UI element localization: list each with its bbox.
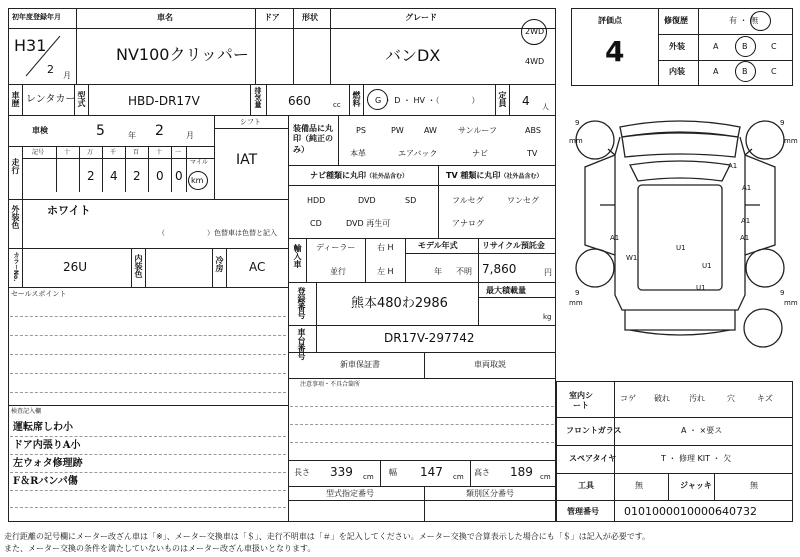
equip-pw: PW [391, 126, 404, 135]
tv-analog: アナログ [452, 219, 484, 228]
equip-aw: AW [424, 126, 437, 135]
fuel-options: G ・ D ・ HV ・（ ） [375, 96, 480, 105]
interior-score-label: 内装 [669, 67, 685, 76]
spare-tire-label: スペアタイヤ [569, 454, 617, 463]
grade-label: グレード [405, 13, 437, 22]
shift-value: IAT [236, 152, 258, 168]
diagram-mark: A1 [740, 234, 750, 242]
import-right-h: 右 H [377, 243, 394, 252]
warranty-label: 新車保証書 [340, 360, 380, 369]
category-label: 類別区分番号 [466, 489, 514, 498]
fuel-selected-circle [367, 89, 388, 110]
shift-label: シフト [240, 118, 261, 126]
length-unit: cm [363, 473, 374, 481]
mileage-col-1k: 千 [110, 149, 117, 156]
capacity-value: 4 [522, 94, 530, 108]
repair-selected-circle [750, 11, 771, 31]
door-label: ドア [264, 13, 280, 22]
diagram-mark: A1 [742, 184, 752, 192]
equip-sunroof: サンルーフ [458, 126, 497, 135]
recycle-label: リサイクル預託金 [482, 241, 545, 250]
exterior-color-label: 外装色 [11, 205, 20, 229]
jack-value: 無 [750, 481, 758, 490]
interior-sheet-item: コゲ [620, 394, 636, 403]
notes-label: 注意事項・不具合箇所 [300, 381, 361, 388]
width-label: 幅 [389, 468, 397, 477]
drive-2wd-label: 2WD [525, 27, 545, 36]
spare-tire-options: T ・ 修理 KIT ・ 欠 [661, 454, 732, 463]
mileage-unit-km: km [191, 176, 204, 185]
interior-sheet-label: 室内シート [569, 391, 593, 410]
diagram-mm-number: 9 [780, 119, 785, 127]
diagram-mark: W1 [626, 254, 638, 262]
color-no-label: カラーNo. [12, 252, 19, 282]
interior-sheet-item: キズ [757, 394, 773, 403]
inspection-month-unit: 月 [186, 131, 194, 140]
diagram-mm-number: 9 [575, 119, 580, 127]
equip-navi: ナビ [472, 149, 488, 158]
mileage-col-10: 十 [156, 149, 163, 156]
era-year-value: H31 [14, 36, 47, 55]
capacity-unit: 人 [542, 103, 549, 111]
diagram-mm-number: 9 [780, 289, 785, 297]
exterior-option-c: C [771, 42, 777, 51]
interior-option-c: C [771, 67, 777, 76]
inspection-month: 2 [155, 123, 164, 139]
interior-option-a: A [713, 67, 719, 76]
tools-value: 無 [635, 481, 643, 490]
first-reg-month-value: 2 [47, 63, 54, 76]
car-damage-diagram [560, 95, 800, 380]
equip-leather: 本革 [350, 149, 366, 158]
grade-value: バンDX [385, 46, 441, 65]
mileage-digit-100: 2 [133, 169, 141, 183]
navi-hdd: HDD [307, 196, 326, 205]
mileage-col-1: 一 [175, 149, 182, 156]
interior-selected-circle [735, 61, 756, 82]
ac-label: 冷房 [215, 256, 224, 272]
inspector-note-line: 左ウォタ修理跡 [13, 458, 83, 469]
sales-point-label: セールスポイント [11, 290, 67, 298]
mileage-col-10k: 万 [87, 149, 94, 156]
inspector-notes-label: 検査記入欄 [11, 408, 42, 415]
interior-color-label: 内装色 [134, 254, 143, 278]
inspector-note-line: F＆Rバンパ傷 [13, 476, 78, 487]
import-dealer: ディーラー [316, 243, 356, 252]
equip-airbag: エアバック [398, 149, 438, 158]
recycle-value: 7,860 [482, 262, 517, 276]
height-value: 189 [510, 465, 533, 479]
height-label: 高さ [474, 468, 490, 477]
fuel-label: 燃料 [352, 91, 361, 107]
diagram-mark: A1 [728, 162, 738, 170]
displacement-label: 排気量 [254, 87, 262, 108]
length-label: 長さ [294, 468, 310, 477]
tools-label: 工具 [578, 481, 594, 490]
first-reg-label: 初年度登録年月 [12, 13, 61, 21]
navi-dvd: DVD [358, 196, 376, 205]
first-reg-month-unit: 月 [63, 71, 71, 80]
navi-label: ナビ種類に丸印（社外品含む） [310, 171, 409, 180]
model-year-unit: 年 [434, 267, 442, 276]
chassis-value: DR17V-297742 [384, 331, 475, 345]
drive-4wd-label: 4WD [525, 57, 545, 66]
inspection-year: 5 [96, 123, 105, 139]
model-value: HBD-DR17V [128, 94, 200, 108]
interior-sheet-item: 穴 [727, 394, 735, 403]
diagram-mm-unit: mm [569, 137, 583, 145]
exterior-color-note: （ ）色替車は色替と記入 [158, 229, 277, 237]
registration-label: 登録番号 [297, 287, 306, 319]
car-name-label: 車名 [157, 13, 173, 22]
windshield-options: A ・ ×要ス [681, 426, 723, 435]
jack-label: ジャッキ [680, 481, 712, 490]
exterior-selected-circle [735, 36, 756, 57]
diagram-mark: A1 [741, 217, 751, 225]
mileage-col-symbol: 記号 [32, 149, 45, 156]
tv-label: TV 種類に丸印（社外品含む） [446, 171, 543, 180]
chassis-label: 車台番号 [297, 328, 306, 360]
recycle-unit: 円 [544, 268, 552, 277]
repair-label: 修復歴 [664, 16, 688, 25]
equipment-label: 装備品に丸印（純正のみ） [293, 124, 333, 154]
equip-ps: PS [356, 126, 366, 135]
capacity-label: 定員 [498, 91, 507, 107]
equip-abs: ABS [525, 126, 541, 135]
diagram-mark: A1 [610, 234, 620, 242]
registration-value: 熊本480わ2986 [351, 296, 448, 311]
length-value: 339 [330, 465, 353, 479]
width-value: 147 [420, 465, 443, 479]
model-year-value: 不明 [456, 267, 472, 276]
max-load-unit: kg [543, 313, 552, 321]
exterior-option-a: A [713, 42, 719, 51]
diagram-mm-unit: mm [569, 299, 583, 307]
mileage-label: 走行 [11, 158, 20, 174]
shape-label: 形状 [302, 13, 318, 22]
import-parallel: 並行 [330, 267, 346, 276]
navi-sd: SD [405, 196, 417, 205]
score-label: 評価点 [598, 16, 622, 25]
max-load-label: 最大積載量 [486, 286, 526, 295]
footnote-line-2: また、メーター交換の条件を満たしていないものはメーター改ざん車扱いとなります。 [4, 544, 316, 553]
height-unit: cm [540, 473, 551, 481]
type-designation-label: 型式指定番号 [326, 489, 374, 498]
navi-dvd-play: DVD 再生可 [346, 219, 391, 228]
equip-tv: TV [527, 149, 538, 158]
tv-fullseg: フルセグ [452, 196, 484, 205]
interior-sheet-item: 汚れ [689, 394, 705, 403]
diagram-mm-unit: mm [784, 137, 798, 145]
import-label: 輸入車 [293, 244, 302, 268]
tv-oneseg: ワンセグ [507, 196, 539, 205]
management-label: 管理番号 [567, 507, 599, 516]
model-label: 型式 [77, 91, 86, 107]
mileage-col-100k: 十 [64, 149, 71, 156]
mileage-col-100: 百 [133, 149, 140, 156]
inspector-note-line: ドア内張りA小 [13, 440, 81, 451]
diagram-mark: U1 [676, 244, 686, 252]
navi-cd: CD [310, 219, 322, 228]
manual-label: 車両取説 [474, 360, 506, 369]
model-year-label: モデル年式 [418, 241, 458, 250]
windshield-label: フロントガラス [566, 426, 622, 435]
width-unit: cm [453, 473, 464, 481]
mileage-digit-10k: 2 [87, 169, 95, 183]
footnote-line-1: 走行距離の記号欄にメーター改ざん車は「※」、メーター交換車は「＄」、走行不明車は「＃」を記入してください。メーター交換で合算表示した場合にも「＄」は記入が必要です。 [4, 532, 651, 541]
import-left-h: 左 H [377, 267, 394, 276]
ac-value: AC [249, 260, 266, 274]
mileage-digit-1: 0 [175, 169, 183, 183]
interior-sheet-item: 破れ [654, 394, 670, 403]
inspection-year-unit: 年 [128, 131, 136, 140]
score-value: 4 [605, 35, 625, 68]
color-no-value: 26U [63, 260, 88, 274]
interior-option-b: B [742, 67, 748, 76]
repair-options: 有 ・ 無 [729, 16, 759, 25]
usage-label: 車歴 [11, 91, 20, 107]
displacement-value: 660 [288, 94, 311, 108]
inspector-note-line: 運転席しわ小 [13, 422, 73, 433]
exterior-option-b: B [742, 42, 748, 51]
management-value: 0101000010000640732 [624, 505, 757, 518]
diagram-mm-number: 9 [575, 289, 580, 297]
diagram-mark: U1 [702, 262, 712, 270]
displacement-unit: cc [333, 101, 341, 109]
mileage-unit-mile: マイル [190, 159, 208, 166]
inspection-label: 車検 [32, 126, 48, 135]
exterior-color-value: ホワイト [47, 204, 91, 217]
usage-value: レンタカー [26, 94, 76, 105]
diagram-mm-unit: mm [784, 299, 798, 307]
diagram-mark: U1 [696, 284, 706, 292]
mileage-digit-1k: 4 [110, 169, 118, 183]
main-form-frame [8, 8, 556, 522]
car-name-value: NV100クリッパー [116, 45, 249, 64]
mileage-digit-10: 0 [156, 169, 164, 183]
exterior-score-label: 外装 [669, 42, 685, 51]
